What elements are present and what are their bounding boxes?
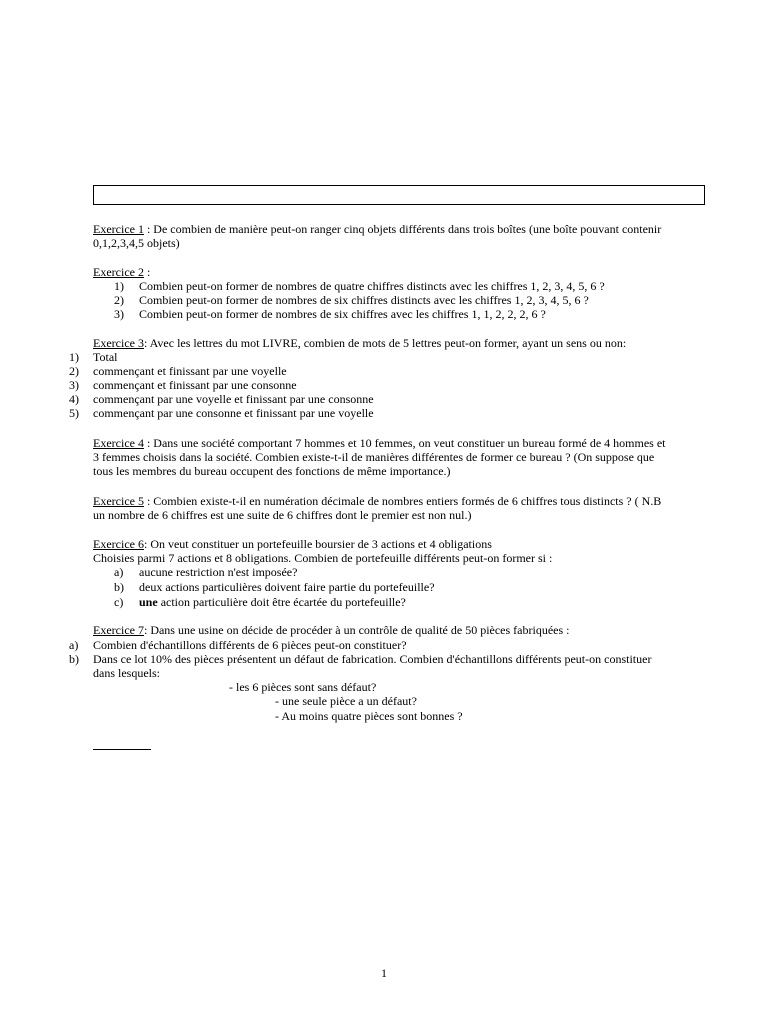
ex2-item-text: Combien peut-on former de nombres de quatre chiffres distincts avec les chiffres 1, 2, 3, 4, 5, 6 ? xyxy=(139,279,605,293)
title-box xyxy=(93,185,705,205)
ex2-item-num: 1) xyxy=(114,279,124,293)
ex6-colon: : xyxy=(143,537,148,551)
ex7-sub-item: - Au moins quatre pièces sont bonnes ? xyxy=(275,709,463,723)
ex6-item-bold: une xyxy=(139,595,158,609)
ex3-item xyxy=(69,364,287,378)
page-number: 1 xyxy=(381,966,387,980)
ex4-line3: tous les membres du bureau occupent des fonctions de même importance.) xyxy=(93,464,451,478)
ex7-label: Exercice 7 xyxy=(93,623,144,637)
ex7-item-text: Combien d'échantillons différents de 6 pièces peut-on constituer? xyxy=(93,638,407,652)
ex2-item-text: Combien peut-on former de nombres de six chiffres distincts avec les chiffres 1, 2, 3, 4, 5, 6 ? xyxy=(139,293,589,307)
ex3-item-num: 1) xyxy=(69,350,79,364)
ex7-item xyxy=(69,652,651,666)
ex3-item-text: commençant et finissant par une voyelle xyxy=(93,364,287,378)
ex2-item-num: 3) xyxy=(114,307,124,321)
ex5-line2: un nombre de 6 chiffres est une suite de 6 chiffres dont le premier est non nul.) xyxy=(93,508,472,522)
ex3-item-text: commençant par une consonne et finissant par une voyelle xyxy=(93,406,374,420)
ex7-colon: : xyxy=(143,623,148,637)
ex7-text: Dans une usine on décide de procéder à un contrôle de qualité de 50 pièces fabriquées : xyxy=(147,623,570,637)
ex7-item-text: Dans ce lot 10% des pièces présentent un défaut de fabrication. Combien d'échantillons différents peut-on constituer xyxy=(93,652,652,666)
ex7-item-num: a) xyxy=(69,638,79,652)
ex1-line1 xyxy=(93,222,661,236)
ex7-item-num: b) xyxy=(69,652,79,666)
ex3-text: Avec les lettres du mot LIVRE, combien de mots de 5 lettres peut-on former, ayant un sens ou non: xyxy=(147,336,627,350)
footnote-rule xyxy=(93,749,151,750)
ex3-item-num: 2) xyxy=(69,364,79,378)
ex2-colon: : xyxy=(143,265,151,279)
ex4-line1 xyxy=(93,436,666,450)
ex3-item xyxy=(69,350,118,364)
ex3-item xyxy=(69,406,374,420)
ex6-item-text: aucune restriction n'est imposée? xyxy=(139,565,298,579)
ex6-item xyxy=(114,580,435,594)
ex6-item-text: action particulière doit être écartée du portefeuille? xyxy=(157,595,406,609)
ex6-heading xyxy=(93,537,492,551)
ex7-sub-item: - une seule pièce a un défaut? xyxy=(275,694,417,708)
ex2-item xyxy=(114,279,605,293)
ex6-item-num: c) xyxy=(114,595,124,609)
ex7-item xyxy=(69,638,407,652)
ex3-heading xyxy=(93,336,626,350)
ex7-heading xyxy=(93,623,569,637)
ex6-item-num: a) xyxy=(114,565,124,579)
ex2-item xyxy=(114,293,589,307)
ex7-sub-item: - les 6 pièces sont sans défaut? xyxy=(229,680,377,694)
ex3-item-text: commençant par une voyelle et finissant par une consonne xyxy=(93,392,374,406)
ex4-text: : Dans une société comportant 7 hommes et 10 femmes, on veut constituer un bureau formé de 4 hommes et xyxy=(143,436,666,450)
ex1-line2: 0,1,2,3,4,5 objets) xyxy=(93,236,180,250)
ex4-line2: 3 femmes choisis dans la société. Combien existe-t-il de manières différentes de former ce bureau ? (On suppose que xyxy=(93,450,655,464)
ex3-item-num: 5) xyxy=(69,406,79,420)
ex2-heading xyxy=(93,265,150,279)
ex3-label: Exercice 3 xyxy=(93,336,144,350)
ex2-item-text: Combien peut-on former de nombres de six chiffres avec les chiffres 1, 1, 2, 2, 2, 6 ? xyxy=(139,307,546,321)
ex3-item xyxy=(69,392,374,406)
ex3-item-text: Total xyxy=(93,350,118,364)
ex6-item-text: deux actions particulières doivent faire partie du portefeuille? xyxy=(139,580,435,594)
ex3-item xyxy=(69,378,297,392)
ex6-text: On veut constituer un portefeuille boursier de 3 actions et 4 obligations xyxy=(147,537,492,551)
ex2-item-num: 2) xyxy=(114,293,124,307)
ex3-item-num: 4) xyxy=(69,392,79,406)
ex2-label: Exercice 2 xyxy=(93,265,144,279)
ex3-colon: : xyxy=(143,336,148,350)
ex6-line2: Choisies parmi 7 actions et 8 obligations. Combien de portefeuille différents peut-on former si : xyxy=(93,551,553,565)
ex2-item xyxy=(114,307,546,321)
ex3-item-num: 3) xyxy=(69,378,79,392)
ex6-item xyxy=(114,565,297,579)
ex5-label: Exercice 5 xyxy=(93,494,144,508)
ex6-item xyxy=(114,595,406,609)
ex3-item-text: commençant et finissant par une consonne xyxy=(93,378,297,392)
ex1-text: : De combien de manière peut-on ranger cinq objets différents dans trois boîtes (une boîte pouvant contenir xyxy=(143,222,662,236)
ex5-line1 xyxy=(93,494,661,508)
ex5-text: : Combien existe-t-il en numération décimale de nombres entiers formés de 6 chiffres tous distincts ? ( N.B xyxy=(143,494,662,508)
ex4-label: Exercice 4 xyxy=(93,436,144,450)
ex1-label: Exercice 1 xyxy=(93,222,144,236)
ex7-line-dans: dans lesquels: xyxy=(93,666,160,680)
ex6-label: Exercice 6 xyxy=(93,537,144,551)
ex6-item-num: b) xyxy=(114,580,124,594)
